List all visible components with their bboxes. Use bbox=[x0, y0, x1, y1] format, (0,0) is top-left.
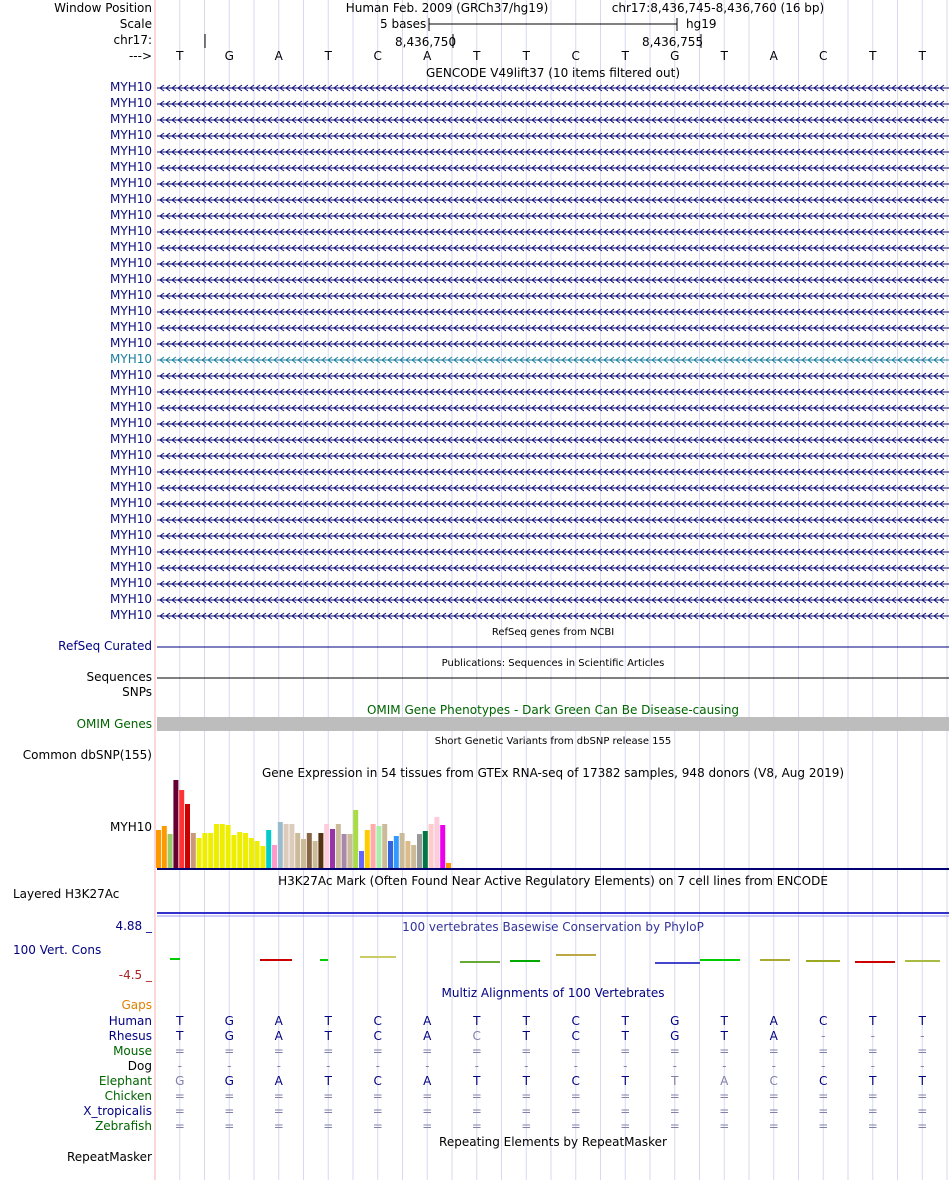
gencode-gene-label[interactable]: MYH10 bbox=[110, 144, 152, 158]
ref-base: G bbox=[670, 49, 680, 63]
multiz-base: C bbox=[373, 1014, 382, 1028]
multiz-base: T bbox=[522, 1014, 530, 1028]
gencode-gene-label[interactable]: MYH10 bbox=[110, 112, 152, 126]
multiz-base: = bbox=[422, 1089, 433, 1103]
multiz-base: = bbox=[719, 1119, 730, 1133]
multiz-base: A bbox=[423, 1074, 432, 1088]
multiz-base: - bbox=[722, 1059, 727, 1073]
multiz-base: = bbox=[620, 1044, 631, 1058]
ref-base: T bbox=[473, 49, 481, 63]
multiz-base: = bbox=[471, 1044, 482, 1058]
phylop-label[interactable]: 100 Vert. Cons bbox=[13, 943, 102, 957]
ref-base: T bbox=[522, 49, 530, 63]
gencode-gene-label[interactable]: MYH10 bbox=[110, 256, 152, 270]
multiz-base: T bbox=[473, 1074, 481, 1088]
multiz-base: C bbox=[373, 1074, 382, 1088]
gtex-title: Gene Expression in 54 tissues from GTEx RNA-seq of 17382 samples, 948 donors (V8, Aug 2019) bbox=[261, 766, 845, 780]
gencode-gene-label[interactable]: MYH10 bbox=[110, 320, 152, 334]
ref-base: G bbox=[224, 49, 234, 63]
gencode-gene-label[interactable]: MYH10 bbox=[110, 448, 152, 462]
gencode-gene-label[interactable]: MYH10 bbox=[110, 208, 152, 222]
multiz-base: T bbox=[621, 1074, 629, 1088]
multiz-base: C bbox=[373, 1029, 382, 1043]
multiz-base: T bbox=[869, 1014, 877, 1028]
multiz-base: = bbox=[273, 1119, 284, 1133]
multiz-base: T bbox=[720, 1029, 728, 1043]
multiz-base: = bbox=[719, 1044, 730, 1058]
multiz-base: G bbox=[670, 1014, 680, 1028]
multiz-base: A bbox=[720, 1074, 729, 1088]
multiz-base: = bbox=[422, 1119, 433, 1133]
multiz-base: A bbox=[423, 1014, 432, 1028]
multiz-base: = bbox=[224, 1044, 235, 1058]
multiz-species-label[interactable]: Elephant bbox=[98, 1074, 152, 1088]
gencode-gene-label[interactable]: MYH10 bbox=[110, 336, 152, 350]
window-position-label: Window Position bbox=[54, 1, 152, 15]
multiz-base: = bbox=[224, 1104, 235, 1118]
multiz-base: T bbox=[522, 1029, 530, 1043]
refseq-title: RefSeq genes from NCBI bbox=[491, 627, 615, 638]
multiz-base: = bbox=[768, 1044, 779, 1058]
multiz-base: = bbox=[422, 1104, 433, 1118]
multiz-base: = bbox=[867, 1119, 878, 1133]
multiz-base: T bbox=[720, 1014, 728, 1028]
multiz-base: = bbox=[372, 1119, 383, 1133]
multiz-base: = bbox=[867, 1104, 878, 1118]
multiz-base: = bbox=[323, 1089, 334, 1103]
multiz-base: = bbox=[818, 1089, 829, 1103]
multiz-base: = bbox=[768, 1104, 779, 1118]
multiz-base: = bbox=[174, 1044, 185, 1058]
multiz-base: = bbox=[224, 1119, 235, 1133]
ref-base: C bbox=[819, 49, 828, 63]
multiz-base: A bbox=[769, 1029, 778, 1043]
gencode-gene-label[interactable]: MYH10 bbox=[110, 80, 152, 94]
multiz-base: = bbox=[570, 1104, 581, 1118]
h3k27ac-title: H3K27Ac Mark (Often Found Near Active Regulatory Elements) on 7 cell lines from ENCODE bbox=[278, 874, 828, 888]
multiz-base: T bbox=[176, 1029, 184, 1043]
multiz-base: G bbox=[224, 1014, 234, 1028]
multiz-base: = bbox=[174, 1089, 185, 1103]
phylop-max-label: 4.88 _ bbox=[115, 919, 152, 933]
multiz-base: = bbox=[372, 1044, 383, 1058]
gencode-gene-label[interactable]: MYH10 bbox=[110, 176, 152, 190]
multiz-species-label[interactable]: X_tropicalis bbox=[83, 1104, 152, 1118]
multiz-base: A bbox=[274, 1029, 283, 1043]
multiz-base: T bbox=[621, 1014, 629, 1028]
multiz-base: = bbox=[521, 1044, 532, 1058]
multiz-base: = bbox=[273, 1089, 284, 1103]
multiz-species-label[interactable]: Rhesus bbox=[108, 1029, 152, 1043]
multiz-base: = bbox=[174, 1119, 185, 1133]
multiz-base: = bbox=[521, 1119, 532, 1133]
multiz-base: = bbox=[719, 1104, 730, 1118]
strand-label: ---> bbox=[128, 49, 152, 63]
multiz-base: = bbox=[620, 1104, 631, 1118]
multiz-base: G bbox=[670, 1029, 680, 1043]
gencode-gene-label[interactable]: MYH10 bbox=[110, 608, 152, 622]
multiz-base: - bbox=[524, 1059, 529, 1073]
phylop-min-label: -4.5 _ bbox=[118, 968, 152, 982]
multiz-species-label[interactable]: Zebrafish bbox=[95, 1119, 152, 1133]
omim-label[interactable]: OMIM Genes bbox=[76, 717, 152, 731]
multiz-base: = bbox=[521, 1089, 532, 1103]
multiz-base: - bbox=[326, 1059, 331, 1073]
multiz-base: - bbox=[474, 1059, 479, 1073]
repeatmasker-title: Repeating Elements by RepeatMasker bbox=[439, 1135, 667, 1149]
gencode-gene-label[interactable]: MYH10 bbox=[110, 288, 152, 302]
multiz-base: T bbox=[671, 1074, 679, 1088]
multiz-base: = bbox=[818, 1044, 829, 1058]
multiz-base: = bbox=[867, 1044, 878, 1058]
multiz-base: = bbox=[768, 1089, 779, 1103]
gencode-gene-label[interactable]: MYH10 bbox=[110, 592, 152, 606]
multiz-base: = bbox=[471, 1119, 482, 1133]
multiz-base: = bbox=[768, 1119, 779, 1133]
multiz-base: T bbox=[473, 1014, 481, 1028]
multiz-base: - bbox=[623, 1059, 628, 1073]
gencode-gene-label[interactable]: MYH10 bbox=[110, 416, 152, 430]
gaps-label: Gaps bbox=[121, 998, 152, 1012]
multiz-base: = bbox=[719, 1089, 730, 1103]
multiz-species-label[interactable]: Dog bbox=[127, 1059, 152, 1073]
gencode-gene-label[interactable]: MYH10 bbox=[110, 464, 152, 478]
publications-label[interactable]: Sequences bbox=[86, 670, 152, 684]
multiz-base: T bbox=[324, 1029, 332, 1043]
gencode-gene-label[interactable]: MYH10 bbox=[110, 192, 152, 206]
gencode-gene-label[interactable]: MYH10 bbox=[110, 560, 152, 574]
chrom-label: chr17: bbox=[113, 33, 152, 47]
multiz-base: = bbox=[224, 1089, 235, 1103]
refseq-label[interactable]: RefSeq Curated bbox=[58, 639, 152, 653]
multiz-base: = bbox=[323, 1104, 334, 1118]
gencode-gene-label[interactable]: MYH10 bbox=[110, 240, 152, 254]
multiz-base: = bbox=[917, 1089, 928, 1103]
gencode-gene-label[interactable]: MYH10 bbox=[110, 352, 152, 366]
gencode-gene-label[interactable]: MYH10 bbox=[110, 544, 152, 558]
gtex-label[interactable]: MYH10 bbox=[110, 820, 152, 834]
multiz-base: = bbox=[917, 1044, 928, 1058]
multiz-base: = bbox=[521, 1104, 532, 1118]
multiz-base: = bbox=[422, 1044, 433, 1058]
ref-base: A bbox=[274, 49, 283, 63]
multiz-base: = bbox=[818, 1119, 829, 1133]
multiz-base: A bbox=[423, 1029, 432, 1043]
gencode-gene-label[interactable]: MYH10 bbox=[110, 480, 152, 494]
multiz-base: = bbox=[620, 1089, 631, 1103]
multiz-base: T bbox=[918, 1014, 926, 1028]
snps-label: SNPs bbox=[122, 685, 152, 699]
multiz-base: - bbox=[821, 1059, 826, 1073]
gencode-gene-label[interactable]: MYH10 bbox=[110, 512, 152, 526]
ref-base: T bbox=[720, 49, 728, 63]
multiz-base: - bbox=[920, 1059, 925, 1073]
multiz-species-label[interactable]: Mouse bbox=[113, 1044, 152, 1058]
ref-base: C bbox=[373, 49, 382, 63]
multiz-base: - bbox=[771, 1059, 776, 1073]
multiz-base: - bbox=[276, 1059, 281, 1073]
multiz-base: = bbox=[570, 1119, 581, 1133]
gencode-gene-label[interactable]: MYH10 bbox=[110, 400, 152, 414]
multiz-base: = bbox=[669, 1119, 680, 1133]
gencode-gene-label[interactable]: MYH10 bbox=[110, 432, 152, 446]
multiz-base: = bbox=[372, 1089, 383, 1103]
ref-base: T bbox=[324, 49, 332, 63]
multiz-base: = bbox=[917, 1119, 928, 1133]
multiz-base: C bbox=[571, 1029, 580, 1043]
dbsnp-label[interactable]: Common dbSNP(155) bbox=[22, 748, 152, 762]
multiz-base: - bbox=[375, 1059, 380, 1073]
omim-title: OMIM Gene Phenotypes - Dark Green Can Be Disease-causing bbox=[366, 703, 740, 717]
multiz-base: C bbox=[571, 1014, 580, 1028]
multiz-base: = bbox=[471, 1089, 482, 1103]
multiz-title: Multiz Alignments of 100 Vertebrates bbox=[441, 986, 665, 1000]
gencode-gene-label[interactable]: MYH10 bbox=[110, 96, 152, 110]
multiz-base: T bbox=[324, 1014, 332, 1028]
multiz-base: G bbox=[224, 1029, 234, 1043]
ref-base: T bbox=[918, 49, 926, 63]
gencode-gene-label[interactable]: MYH10 bbox=[110, 528, 152, 542]
multiz-base: - bbox=[870, 1029, 875, 1043]
coord-label-1: 8,436,750 bbox=[395, 35, 457, 49]
ref-base: C bbox=[571, 49, 580, 63]
scale-text: 5 bases bbox=[380, 17, 427, 31]
multiz-base: C bbox=[819, 1074, 828, 1088]
multiz-base: C bbox=[571, 1074, 580, 1088]
ref-base: T bbox=[621, 49, 629, 63]
gencode-gene-label[interactable]: MYH10 bbox=[110, 224, 152, 238]
multiz-base: T bbox=[522, 1074, 530, 1088]
gencode-gene-label[interactable]: MYH10 bbox=[110, 128, 152, 142]
ref-base: T bbox=[176, 49, 184, 63]
multiz-base: - bbox=[425, 1059, 430, 1073]
multiz-base: G bbox=[224, 1074, 234, 1088]
scale-label: Scale bbox=[119, 17, 152, 31]
multiz-base: T bbox=[324, 1074, 332, 1088]
multiz-base: - bbox=[920, 1029, 925, 1043]
multiz-base: A bbox=[274, 1074, 283, 1088]
gencode-gene-label[interactable]: MYH10 bbox=[110, 304, 152, 318]
multiz-base: - bbox=[672, 1059, 677, 1073]
gencode-gene-label[interactable]: MYH10 bbox=[110, 576, 152, 590]
multiz-base: = bbox=[323, 1119, 334, 1133]
multiz-base: C bbox=[472, 1029, 481, 1043]
multiz-base: T bbox=[176, 1014, 184, 1028]
multiz-base: G bbox=[175, 1074, 185, 1088]
multiz-base: A bbox=[274, 1014, 283, 1028]
multiz-base: = bbox=[570, 1044, 581, 1058]
scale-db: hg19 bbox=[686, 17, 717, 31]
multiz-base: - bbox=[573, 1059, 578, 1073]
multiz-base: - bbox=[227, 1059, 232, 1073]
multiz-base: = bbox=[570, 1089, 581, 1103]
multiz-base: - bbox=[177, 1059, 182, 1073]
dbsnp-title: Short Genetic Variants from dbSNP release 155 bbox=[434, 736, 672, 747]
multiz-species-label[interactable]: Human bbox=[108, 1014, 152, 1028]
gencode-gene-label[interactable]: MYH10 bbox=[110, 160, 152, 174]
multiz-base: = bbox=[867, 1089, 878, 1103]
omim-gene-bar[interactable] bbox=[157, 717, 949, 731]
multiz-base: - bbox=[821, 1029, 826, 1043]
multiz-base: = bbox=[669, 1104, 680, 1118]
multiz-base: = bbox=[818, 1104, 829, 1118]
multiz-species-label[interactable]: Chicken bbox=[104, 1089, 152, 1103]
coord-label-2: 8,436,755 bbox=[642, 35, 704, 49]
ref-base: T bbox=[869, 49, 877, 63]
multiz-base: = bbox=[917, 1104, 928, 1118]
multiz-base: = bbox=[620, 1119, 631, 1133]
multiz-base: = bbox=[273, 1044, 284, 1058]
multiz-base: C bbox=[819, 1014, 828, 1028]
multiz-base: = bbox=[471, 1104, 482, 1118]
multiz-base: T bbox=[869, 1074, 877, 1088]
multiz-base: T bbox=[621, 1029, 629, 1043]
ref-base: A bbox=[769, 49, 778, 63]
gencode-gene-label[interactable]: MYH10 bbox=[110, 368, 152, 382]
gencode-title: GENCODE V49lift37 (10 items filtered out) bbox=[425, 66, 681, 80]
multiz-base: = bbox=[669, 1044, 680, 1058]
h3k27ac-label[interactable]: Layered H3K27Ac bbox=[13, 887, 120, 901]
multiz-base: = bbox=[174, 1104, 185, 1118]
gencode-gene-label[interactable]: MYH10 bbox=[110, 496, 152, 510]
multiz-base: A bbox=[769, 1014, 778, 1028]
position-title: chr17:8,436,745-8,436,760 (16 bp) bbox=[611, 1, 825, 15]
assembly-title: Human Feb. 2009 (GRCh37/hg19) bbox=[345, 1, 549, 15]
multiz-base: = bbox=[669, 1089, 680, 1103]
ref-base: A bbox=[423, 49, 432, 63]
multiz-base: T bbox=[918, 1074, 926, 1088]
repeatmasker-label[interactable]: RepeatMasker bbox=[66, 1150, 152, 1164]
phylop-title: 100 vertebrates Basewise Conservation by PhyloP bbox=[402, 920, 704, 934]
multiz-base: = bbox=[323, 1044, 334, 1058]
gencode-gene-label[interactable]: MYH10 bbox=[110, 384, 152, 398]
gencode-gene-label[interactable]: MYH10 bbox=[110, 272, 152, 286]
multiz-base: C bbox=[769, 1074, 778, 1088]
multiz-base: - bbox=[870, 1059, 875, 1073]
multiz-base: = bbox=[273, 1104, 284, 1118]
multiz-base: = bbox=[372, 1104, 383, 1118]
publications-title: Publications: Sequences in Scientific Articles bbox=[441, 658, 665, 669]
